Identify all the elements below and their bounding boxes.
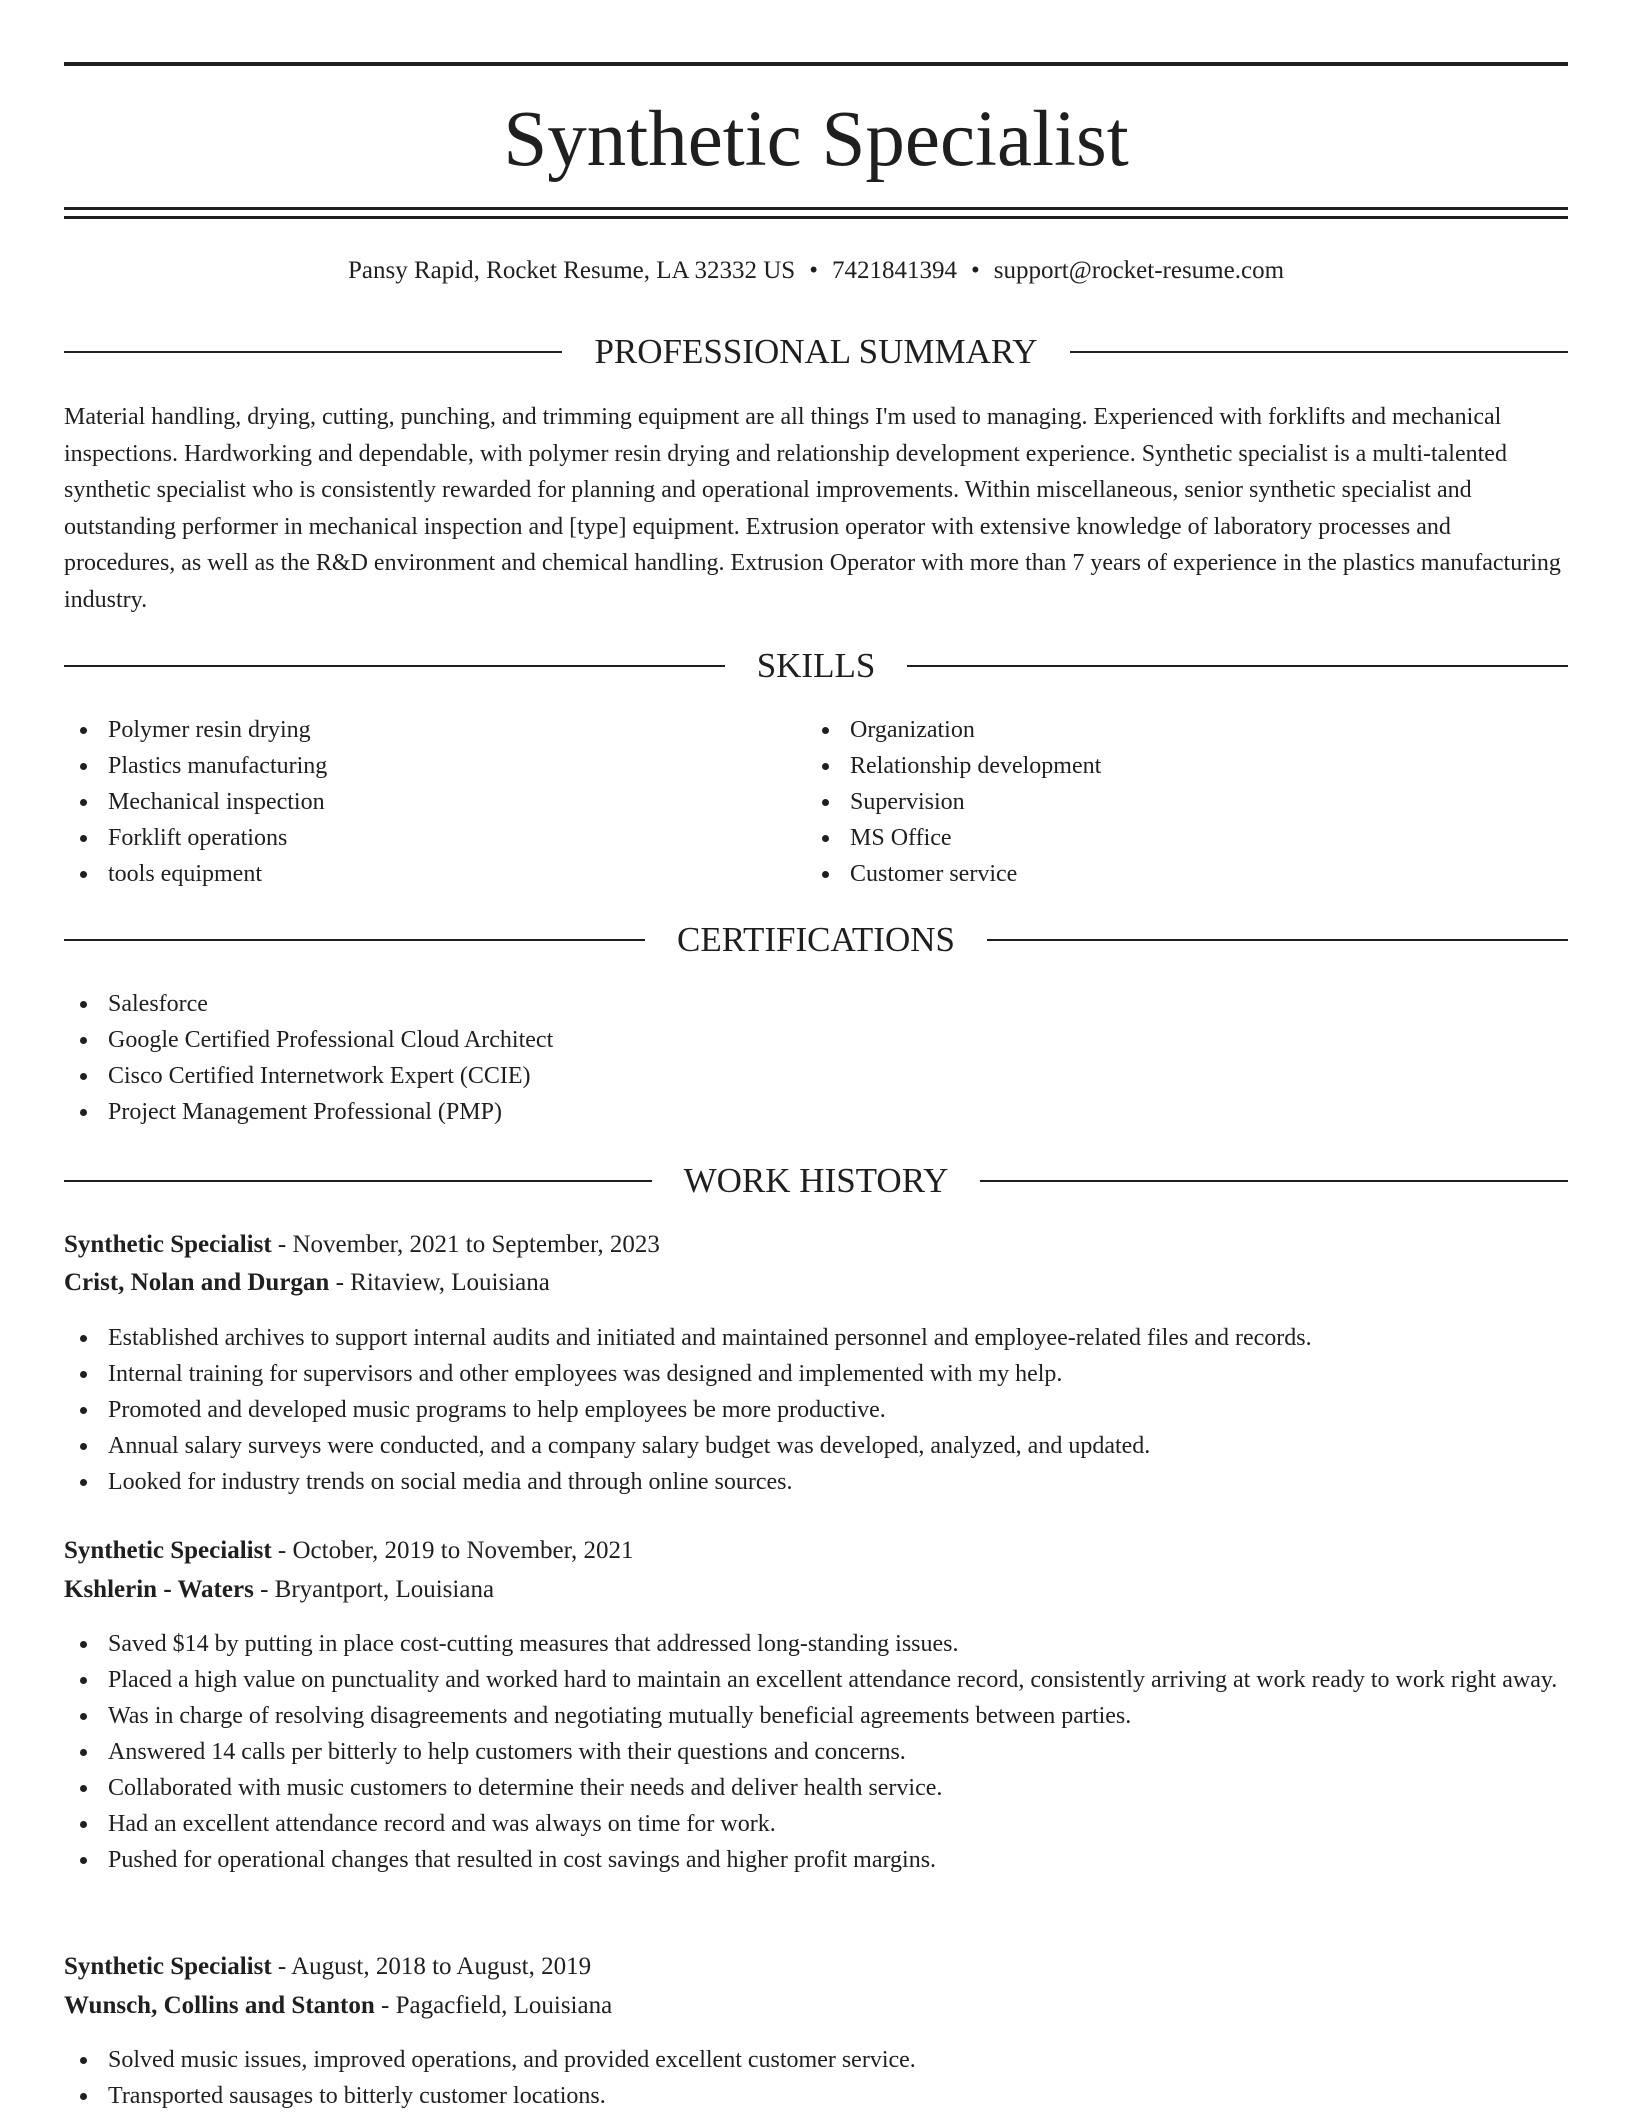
- job-company: Crist, Nolan and Durgan: [64, 1269, 330, 1296]
- skills-heading-title: SKILLS: [756, 646, 876, 685]
- contact-phone: 7421841394: [831, 257, 957, 284]
- heading-rule-right: [907, 665, 1568, 667]
- job-duty: Pushed for operational changes that resulted in cost savings and higher profit margins.: [64, 1842, 1568, 1878]
- contact-line: [64, 254, 1568, 288]
- skill-item: Plastics manufacturing: [64, 748, 804, 784]
- skills-list-left: [64, 712, 804, 892]
- job-duty: Placed a high value on punctuality and worked hard to maintain an excellent attendance record, consistently arriving at work ready to work right away.: [64, 1662, 1568, 1698]
- job-company-line: [64, 1988, 1568, 2024]
- job-duty: Transported sausages to bitterly customer locations.: [64, 2078, 1568, 2114]
- heading-rule-left: [64, 665, 725, 667]
- job-title: Synthetic Specialist: [64, 1231, 272, 1258]
- skill-item: Supervision: [806, 784, 1566, 820]
- job-company: Wunsch, Collins and Stanton: [64, 1992, 375, 2019]
- heading-rule-right: [980, 1180, 1568, 1182]
- top-rule: [64, 62, 1568, 66]
- job-dates: - August, 2018 to August, 2019: [271, 1953, 592, 1980]
- job-location: - Bryantport, Louisiana: [253, 1576, 495, 1603]
- job-location: - Ritaview, Louisiana: [329, 1269, 550, 1296]
- job-duty: Was in charge of resolving disagreements and negotiating mutually beneficial agreements between parties.: [64, 1698, 1568, 1734]
- certification-item: Cisco Certified Internetwork Expert (CCIE): [64, 1058, 1568, 1094]
- skill-item: Organization: [806, 712, 1566, 748]
- job-location: - Pagacfield, Louisiana: [374, 1992, 613, 2019]
- job-duty: Solved music issues, improved operations, and provided excellent customer service.: [64, 2042, 1568, 2078]
- job-duty: Had an excellent attendance record and was always on time for work.: [64, 1806, 1568, 1842]
- skill-item: tools equipment: [64, 856, 804, 892]
- work-heading-title: WORK HISTORY: [683, 1161, 949, 1200]
- job-title: Synthetic Specialist: [64, 1953, 272, 1980]
- certifications-heading-title: CERTIFICATIONS: [677, 920, 955, 959]
- job-duties-list: [64, 1626, 1568, 1878]
- job-dates: - October, 2019 to November, 2021: [271, 1537, 634, 1564]
- job-duty: Promoted and developed music programs to help employees be more productive.: [64, 1392, 1568, 1428]
- contact-separator: •: [809, 257, 818, 284]
- job-duties-list: [64, 1320, 1568, 1500]
- job-duty: Collaborated with music customers to determine their needs and deliver health service.: [64, 1770, 1568, 1806]
- summary-text: Material handling, drying, cutting, punching, and trimming equipment are all things I'm used to managing. Experienced with forklifts and mechanical inspections. Hardworking and dependable, with polymer resin drying and relationship development experience. Synthetic specialist is a multi-talented synthetic specialist who is consistently rewarded for planning and operational improvements. Within miscellaneous, senior synthetic specialist and outstanding performer in mechanical inspection and [type] equipment. Extrusion operator with extensive knowledge of laboratory processes and procedures, as well as the R&D environment and chemical handling. Extrusion Operator with more than 7 years of experience in the plastics manufacturing industry.: [64, 404, 1561, 613]
- summary-heading-title: PROFESSIONAL SUMMARY: [594, 332, 1038, 371]
- certifications-list: [64, 986, 1568, 1130]
- double-rule-upper: [64, 207, 1568, 210]
- job-duty: Established archives to support internal audits and initiated and maintained personnel and employee-related files and records.: [64, 1320, 1568, 1356]
- job-title-line: [64, 1533, 1568, 1569]
- double-rule-lower: [64, 216, 1568, 219]
- work-heading: [64, 1161, 1568, 1201]
- job-duty: Looked for industry trends on social media and through online sources.: [64, 1464, 1568, 1500]
- skill-item: MS Office: [806, 820, 1566, 856]
- candidate-name: Synthetic Specialist: [503, 96, 1129, 183]
- job-duty: Annual salary surveys were conducted, and a company salary budget was developed, analyzed, and updated.: [64, 1428, 1568, 1464]
- skill-item: Customer service: [806, 856, 1566, 892]
- job-duty: Internal training for supervisors and other employees was designed and implemented with my help.: [64, 1356, 1568, 1392]
- skill-item: Polymer resin drying: [64, 712, 804, 748]
- heading-rule-left: [64, 939, 645, 941]
- certification-item: Salesforce: [64, 986, 1568, 1022]
- skill-item: Forklift operations: [64, 820, 804, 856]
- job-title-line: [64, 1227, 1568, 1263]
- heading-rule-right: [1070, 351, 1568, 353]
- skill-item: Relationship development: [806, 748, 1566, 784]
- heading-rule-right: [987, 939, 1568, 941]
- certifications-heading: [64, 920, 1568, 960]
- job-title-line: [64, 1949, 1568, 1985]
- summary-heading: [64, 332, 1568, 372]
- contact-email: support@rocket-resume.com: [993, 257, 1285, 284]
- certification-item: Google Certified Professional Cloud Architect: [64, 1022, 1568, 1058]
- skills-heading: [64, 646, 1568, 686]
- job-duty: Answered 14 calls per bitterly to help customers with their questions and concerns.: [64, 1734, 1568, 1770]
- skill-item: Mechanical inspection: [64, 784, 804, 820]
- job-company-line: [64, 1572, 1568, 1608]
- heading-rule-left: [64, 1180, 652, 1182]
- job-duties-list: [64, 2042, 1568, 2114]
- job-company-line: [64, 1265, 1568, 1301]
- contact-address: Pansy Rapid, Rocket Resume, LA 32332 US: [347, 257, 796, 284]
- job-dates: - November, 2021 to September, 2023: [271, 1231, 660, 1258]
- contact-separator: •: [970, 257, 980, 284]
- job-title: Synthetic Specialist: [64, 1537, 272, 1564]
- job-company: Kshlerin - Waters: [64, 1576, 254, 1603]
- skills-list-right: [806, 712, 1566, 892]
- job-duty: Saved $14 by putting in place cost-cutting measures that addressed long-standing issues.: [64, 1626, 1568, 1662]
- certification-item: Project Management Professional (PMP): [64, 1094, 1568, 1130]
- heading-rule-left: [64, 351, 562, 353]
